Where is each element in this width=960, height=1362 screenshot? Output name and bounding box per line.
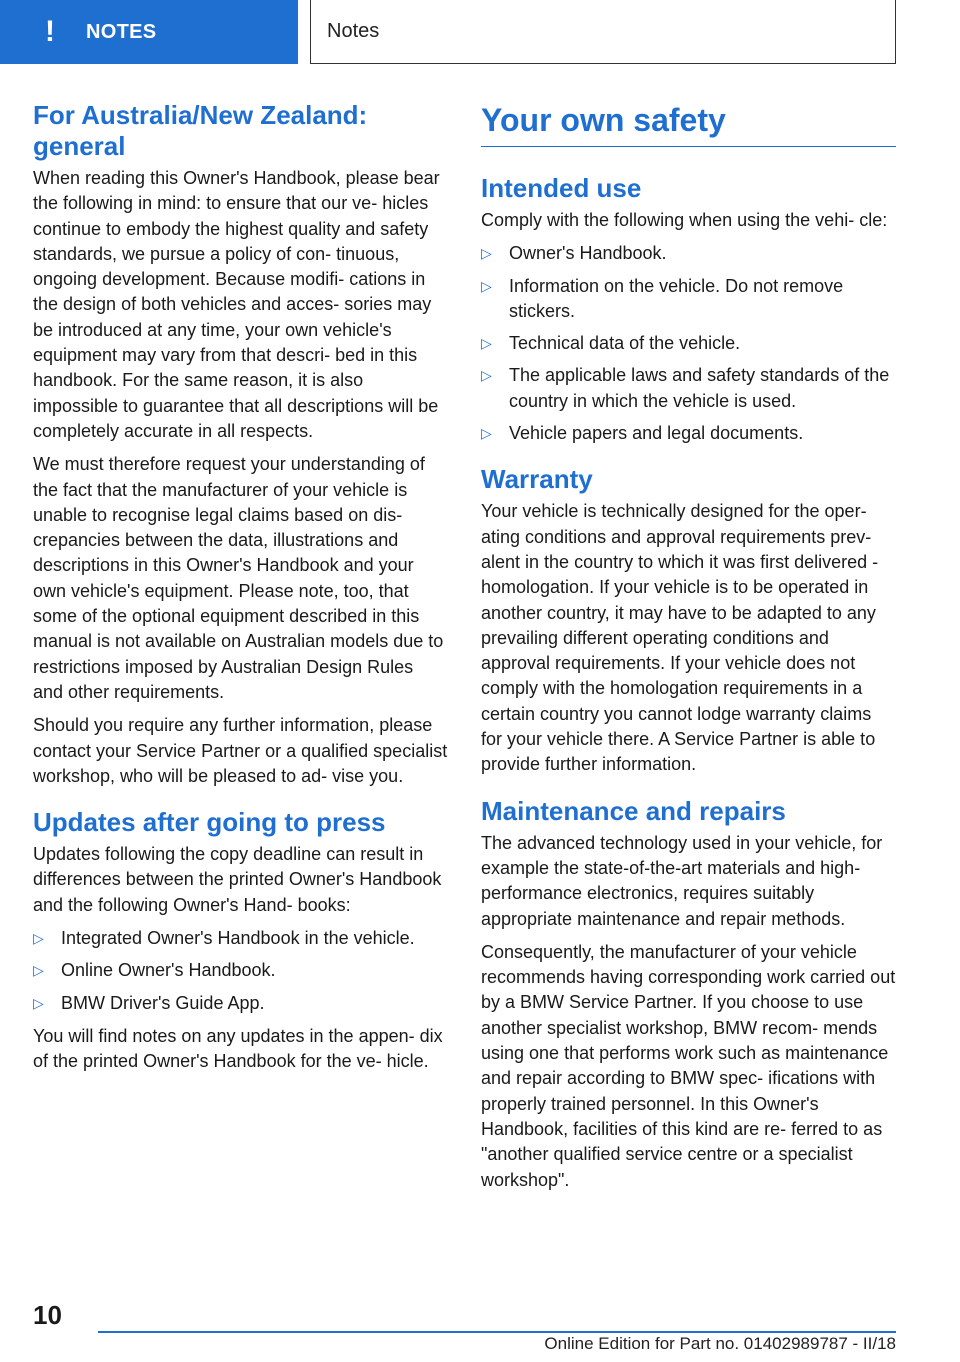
warranty-text: Your vehicle is technically designed for the oper‐ ating conditions and approval requirements prev‐ alent in the country to which it was first delivered - homologation. If your vehicle is to be operated in another country, it may have to be adapted to any prevailing different operating conditions and approval requirements. If your vehicle does not comply with the homologation requirements in a certain country you cannot lodge warranty claims for your vehicle there. A Service Partner is able to provide further information.	[481, 501, 879, 775]
bullet-triangle-icon: ▷	[33, 930, 44, 947]
australia-paragraph-3: Should you require any further information, please contact your Service Partner or a qualified specialist workshop, who will be pleased to ad‐ vise you.	[33, 715, 448, 786]
australia-heading: For Australia/New Zealand: general	[33, 100, 368, 161]
intended-list	[481, 241, 896, 446]
bullet-triangle-icon: ▷	[481, 367, 492, 384]
edition-text: Online Edition for Part no. 01402989787 - II/18	[544, 1334, 896, 1353]
main-heading: Your own safety	[481, 100, 896, 147]
australia-paragraph-2: We must therefore request your understanding of the fact that the manufacturer of your vehicle is unable to recognise legal claims based on dis‐ crepancies between the data, illustrations and descriptions in this Owner's Handbook and your own vehicle's equipment. Please note, too, that some of the optional equipment described in this manual is not available on Australian models due to restrictions imposed by Australian Design Rules and other requirements.	[33, 454, 444, 702]
bullet-triangle-icon: ▷	[33, 962, 44, 979]
list-item: ▷ The applicable laws and safety standards of the country in which the vehicle is used.	[481, 365, 890, 411]
exclamation-icon: !	[45, 15, 55, 48]
updates-heading: Updates after going to press	[33, 807, 386, 838]
updates-outro: You will find notes on any updates in the appen‐ dix of the printed Owner's Handbook for the ve‐ hicle.	[33, 1025, 443, 1072]
list-item: ▷ Integrated Owner's Handbook in the vehicle.	[33, 926, 448, 951]
footer-divider	[98, 1331, 896, 1333]
intended-heading: Intended use	[481, 173, 642, 203]
intended-intro: Comply with the following when using the vehi‐ cle:	[481, 210, 888, 230]
page-number: 10	[33, 1300, 62, 1330]
updates-intro: Updates following the copy deadline can result in differences between the printed Owner's Handbook and the following Owner's Hand‐ books:	[33, 844, 442, 915]
bullet-triangle-icon: ▷	[481, 245, 492, 262]
updates-list	[33, 926, 448, 1016]
warranty-heading: Warranty	[481, 464, 593, 495]
bullet-triangle-icon: ▷	[481, 335, 492, 352]
maintenance-paragraph-2: Consequently, the manufacturer of your vehicle recommends having corresponding work carried out by a BMW Service Partner. If you choose to use another specialist workshop, BMW recom‐ mends using one that performs work such as maintenance and repair according to BMW spec‐ ifications with properly trained personnel. In this Owner's Handbook, facilities of this kind are re‐ ferred to as "another qualified service centre or a specialist workshop".	[481, 941, 896, 1190]
bullet-triangle-icon: ▷	[481, 277, 492, 294]
list-item: ▷ Owner's Handbook.	[481, 241, 896, 266]
right-column	[481, 100, 896, 1201]
list-item: ▷ Vehicle papers and legal documents.	[481, 421, 896, 446]
section-title-box	[310, 0, 896, 64]
list-item: ▷ Technical data of the vehicle.	[481, 331, 896, 356]
maintenance-heading: Maintenance and repairs	[481, 795, 786, 826]
left-column	[33, 100, 448, 1083]
section-tab-label: NOTES	[86, 20, 157, 43]
maintenance-paragraph-1: The advanced technology used in your vehicle, for example the state-of-the-art materials and high-performance electronics, requires suitably appropriate maintenance and repair methods.	[481, 832, 883, 929]
list-item: ▷ Information on the vehicle. Do not remove stickers.	[481, 275, 844, 321]
australia-paragraph-1: When reading this Owner's Handbook, please bear the following in mind: to ensure that our ve‐ hicles continue to embody the highest quality and safety standards, we pursue a policy of con‐ tinuous, ongoing development. Because modifi‐ cations in the design of both vehicles and acces‐ sories may be introduced at any time, your own vehicle's equipment may vary from that descri‐ bed in this handbook. For the same reason, it is also impossible to guarantee that all descriptions will be completely accurate in all respects.	[33, 168, 440, 441]
section-tab	[0, 0, 298, 64]
bullet-triangle-icon: ▷	[481, 425, 492, 442]
bullet-triangle-icon: ▷	[33, 994, 44, 1011]
section-title: Notes	[327, 20, 380, 42]
list-item: ▷ Online Owner's Handbook.	[33, 958, 448, 983]
list-item: ▷ BMW Driver's Guide App.	[33, 991, 448, 1016]
